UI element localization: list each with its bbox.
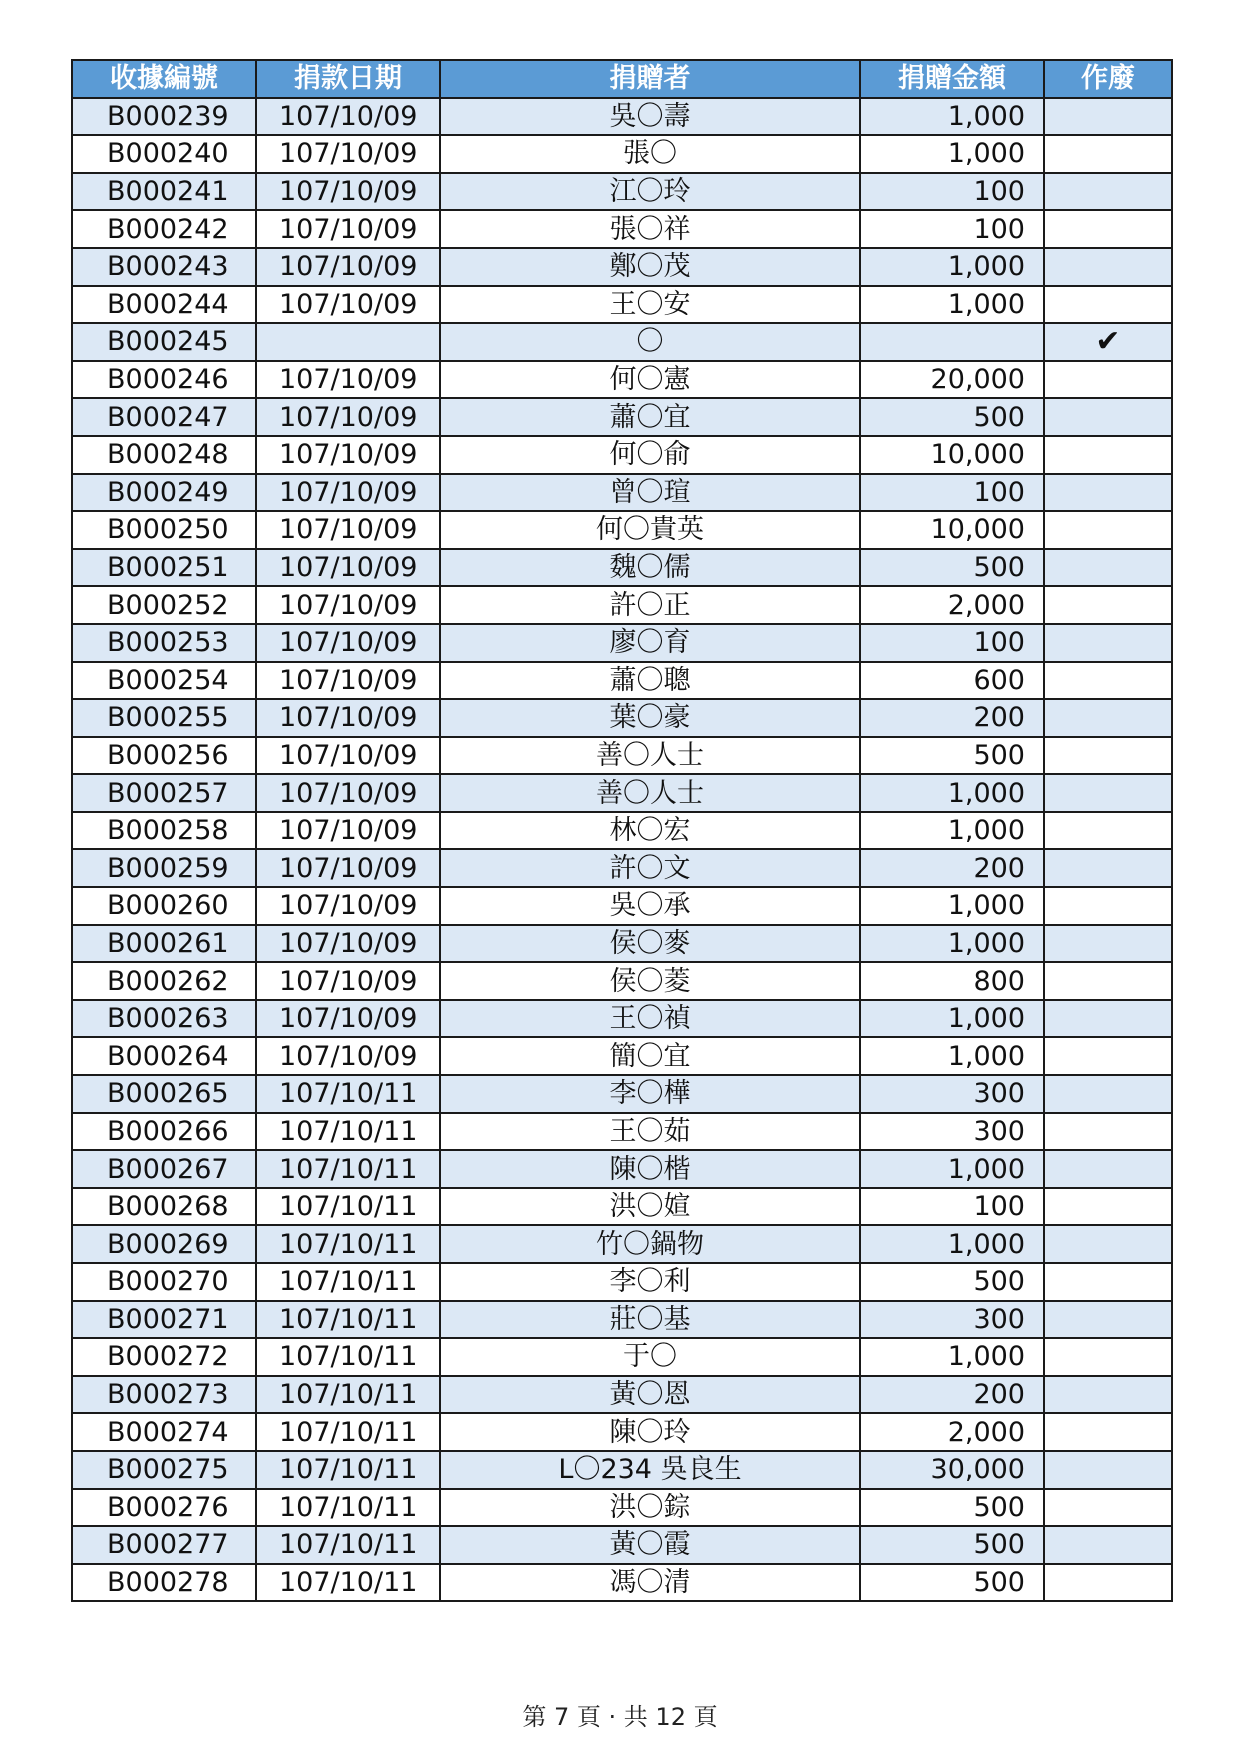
cell-donor: 于〇 (440, 1338, 860, 1376)
cell-void (1044, 1113, 1172, 1151)
cell-amount: 1,000 (860, 1150, 1044, 1188)
table-row (72, 173, 1172, 211)
cell-receipt-no: B000272 (72, 1338, 256, 1376)
cell-receipt-no: B000261 (72, 925, 256, 963)
cell-donor: 蕭〇宜 (440, 398, 860, 436)
cell-amount: 500 (860, 1489, 1044, 1527)
cell-void (1044, 586, 1172, 624)
cell-donor: 李〇利 (440, 1263, 860, 1301)
cell-void (1044, 361, 1172, 399)
cell-amount: 100 (860, 474, 1044, 512)
cell-donation-date: 107/10/09 (256, 135, 440, 173)
cell-donor: 許〇正 (440, 586, 860, 624)
cell-void (1044, 474, 1172, 512)
cell-receipt-no: B000257 (72, 774, 256, 812)
cell-amount: 2,000 (860, 1413, 1044, 1451)
cell-void (1044, 624, 1172, 662)
cell-donation-date: 107/10/11 (256, 1564, 440, 1602)
cell-donation-date: 107/10/09 (256, 511, 440, 549)
cell-void (1044, 1489, 1172, 1527)
table-row (72, 699, 1172, 737)
cell-receipt-no: B000276 (72, 1489, 256, 1527)
cell-donor: 陳〇玲 (440, 1413, 860, 1451)
cell-donor: 魏〇儒 (440, 549, 860, 587)
cell-receipt-no: B000253 (72, 624, 256, 662)
table-row (72, 662, 1172, 700)
cell-donation-date: 107/10/09 (256, 624, 440, 662)
header-amount: 捐贈金額 (860, 60, 1044, 98)
cell-amount: 1,000 (860, 925, 1044, 963)
cell-donor: 葉〇豪 (440, 699, 860, 737)
cell-void (1044, 398, 1172, 436)
cell-donation-date: 107/10/09 (256, 286, 440, 324)
cell-receipt-no: B000264 (72, 1037, 256, 1075)
cell-amount: 1,000 (860, 1037, 1044, 1075)
cell-donation-date: 107/10/11 (256, 1526, 440, 1564)
cell-donor: 廖〇育 (440, 624, 860, 662)
table-row (72, 1451, 1172, 1489)
cell-donor: 何〇俞 (440, 436, 860, 474)
cell-donation-date: 107/10/11 (256, 1338, 440, 1376)
cell-donation-date: 107/10/09 (256, 737, 440, 775)
cell-receipt-no: B000245 (72, 323, 256, 361)
cell-donation-date: 107/10/11 (256, 1301, 440, 1339)
table-row (72, 1113, 1172, 1151)
cell-donation-date: 107/10/11 (256, 1188, 440, 1226)
cell-void (1044, 1526, 1172, 1564)
table-row (72, 1526, 1172, 1564)
cell-void (1044, 1564, 1172, 1602)
cell-receipt-no: B000248 (72, 436, 256, 474)
cell-donation-date: 107/10/09 (256, 812, 440, 850)
table-row (72, 774, 1172, 812)
cell-amount: 300 (860, 1075, 1044, 1113)
table-row (72, 1150, 1172, 1188)
cell-amount: 1,000 (860, 812, 1044, 850)
cell-void (1044, 1150, 1172, 1188)
cell-void (1044, 1263, 1172, 1301)
cell-amount: 20,000 (860, 361, 1044, 399)
header-void: 作廢 (1044, 60, 1172, 98)
table-row (72, 1301, 1172, 1339)
cell-void (1044, 774, 1172, 812)
cell-donor: 侯〇麥 (440, 925, 860, 963)
table-row (72, 361, 1172, 399)
table-row (72, 1188, 1172, 1226)
cell-amount: 1,000 (860, 135, 1044, 173)
cell-receipt-no: B000242 (72, 210, 256, 248)
cell-donation-date: 107/10/09 (256, 210, 440, 248)
cell-amount: 500 (860, 737, 1044, 775)
cell-donation-date: 107/10/09 (256, 1037, 440, 1075)
cell-receipt-no: B000262 (72, 962, 256, 1000)
cell-donor: 黃〇霞 (440, 1526, 860, 1564)
cell-donation-date: 107/10/09 (256, 361, 440, 399)
cell-void (1044, 1338, 1172, 1376)
table-row (72, 323, 1172, 361)
cell-receipt-no: B000273 (72, 1376, 256, 1414)
cell-donor: 侯〇菱 (440, 962, 860, 1000)
cell-donation-date: 107/10/09 (256, 849, 440, 887)
cell-amount: 1,000 (860, 1000, 1044, 1038)
cell-receipt-no: B000244 (72, 286, 256, 324)
cell-void (1044, 1000, 1172, 1038)
cell-receipt-no: B000278 (72, 1564, 256, 1602)
cell-donation-date: 107/10/11 (256, 1075, 440, 1113)
cell-donor: 張〇祥 (440, 210, 860, 248)
cell-receipt-no: B000274 (72, 1413, 256, 1451)
cell-amount: 200 (860, 849, 1044, 887)
cell-donor: 善〇人士 (440, 737, 860, 775)
table-row (72, 812, 1172, 850)
cell-amount: 30,000 (860, 1451, 1044, 1489)
cell-amount: 10,000 (860, 511, 1044, 549)
cell-void (1044, 849, 1172, 887)
cell-receipt-no: B000250 (72, 511, 256, 549)
table-row (72, 436, 1172, 474)
cell-donor: 鄭〇茂 (440, 248, 860, 286)
table-row (72, 135, 1172, 173)
cell-donor: 曾〇瑄 (440, 474, 860, 512)
header-donor: 捐贈者 (440, 60, 860, 98)
cell-amount: 300 (860, 1301, 1044, 1339)
cell-receipt-no: B000240 (72, 135, 256, 173)
cell-donor: 王〇茹 (440, 1113, 860, 1151)
cell-donation-date: 107/10/11 (256, 1263, 440, 1301)
cell-donation-date: 107/10/09 (256, 699, 440, 737)
cell-donation-date: 107/10/11 (256, 1489, 440, 1527)
table-row (72, 586, 1172, 624)
cell-donor: 王〇禎 (440, 1000, 860, 1038)
page-footer: 第 7 頁 · 共 12 頁 (522, 1703, 718, 1731)
cell-receipt-no: B000263 (72, 1000, 256, 1038)
cell-donor: 吳〇壽 (440, 98, 860, 136)
cell-amount: 500 (860, 1263, 1044, 1301)
donation-receipt-table (71, 59, 1173, 1602)
cell-void (1044, 737, 1172, 775)
cell-void (1044, 1075, 1172, 1113)
cell-donor: 洪〇錝 (440, 1489, 860, 1527)
cell-donor: 許〇文 (440, 849, 860, 887)
cell-receipt-no: B000246 (72, 361, 256, 399)
cell-donor: 馮〇清 (440, 1564, 860, 1602)
cell-donor: 洪〇媗 (440, 1188, 860, 1226)
cell-receipt-no: B000270 (72, 1263, 256, 1301)
cell-amount: 1,000 (860, 1338, 1044, 1376)
cell-amount: 1,000 (860, 1225, 1044, 1263)
cell-donation-date: 107/10/11 (256, 1150, 440, 1188)
cell-void (1044, 1188, 1172, 1226)
cell-donation-date: 107/10/11 (256, 1113, 440, 1151)
cell-receipt-no: B000260 (72, 887, 256, 925)
cell-receipt-no: B000251 (72, 549, 256, 587)
cell-amount: 1,000 (860, 98, 1044, 136)
cell-donor: 何〇貴英 (440, 511, 860, 549)
cell-receipt-no: B000254 (72, 662, 256, 700)
cell-void (1044, 925, 1172, 963)
cell-void (1044, 1037, 1172, 1075)
table-row (72, 398, 1172, 436)
cell-void (1044, 1225, 1172, 1263)
cell-receipt-no: B000268 (72, 1188, 256, 1226)
cell-receipt-no: B000255 (72, 699, 256, 737)
cell-donation-date: 107/10/09 (256, 925, 440, 963)
table-header-row (72, 60, 1172, 98)
cell-amount: 500 (860, 549, 1044, 587)
cell-amount: 600 (860, 662, 1044, 700)
cell-void (1044, 248, 1172, 286)
table-row (72, 286, 1172, 324)
cell-amount: 800 (860, 962, 1044, 1000)
cell-donor: 林〇宏 (440, 812, 860, 850)
cell-donor: 蕭〇聰 (440, 662, 860, 700)
cell-void (1044, 662, 1172, 700)
cell-donor: 王〇安 (440, 286, 860, 324)
cell-void (1044, 98, 1172, 136)
table-row (72, 925, 1172, 963)
cell-receipt-no: B000267 (72, 1150, 256, 1188)
cell-receipt-no: B000271 (72, 1301, 256, 1339)
cell-amount: 500 (860, 1564, 1044, 1602)
cell-void (1044, 135, 1172, 173)
cell-donation-date: 107/10/09 (256, 474, 440, 512)
table-row (72, 1000, 1172, 1038)
cell-void: ✔ (1044, 323, 1172, 361)
cell-donor: 〇 (440, 323, 860, 361)
cell-receipt-no: B000241 (72, 173, 256, 211)
cell-amount: 100 (860, 210, 1044, 248)
table-row (72, 1037, 1172, 1075)
cell-amount: 1,000 (860, 887, 1044, 925)
cell-donation-date (256, 323, 440, 361)
cell-donation-date: 107/10/09 (256, 662, 440, 700)
donation-receipt-table-container (71, 59, 1171, 1602)
cell-donor: 簡〇宜 (440, 1037, 860, 1075)
cell-donation-date: 107/10/09 (256, 774, 440, 812)
cell-void (1044, 1413, 1172, 1451)
table-row (72, 737, 1172, 775)
table-row (72, 1564, 1172, 1602)
cell-donation-date: 107/10/11 (256, 1451, 440, 1489)
cell-donation-date: 107/10/09 (256, 586, 440, 624)
cell-amount: 100 (860, 173, 1044, 211)
cell-donation-date: 107/10/09 (256, 549, 440, 587)
cell-receipt-no: B000266 (72, 1113, 256, 1151)
table-row (72, 1338, 1172, 1376)
cell-donor: 黃〇恩 (440, 1376, 860, 1414)
cell-amount (860, 323, 1044, 361)
cell-donation-date: 107/10/09 (256, 248, 440, 286)
table-row (72, 248, 1172, 286)
cell-void (1044, 436, 1172, 474)
cell-donation-date: 107/10/09 (256, 887, 440, 925)
cell-void (1044, 887, 1172, 925)
cell-receipt-no: B000243 (72, 248, 256, 286)
table-row (72, 1225, 1172, 1263)
cell-receipt-no: B000265 (72, 1075, 256, 1113)
cell-donor: 善〇人士 (440, 774, 860, 812)
cell-amount: 2,000 (860, 586, 1044, 624)
table-row (72, 1413, 1172, 1451)
table-row (72, 624, 1172, 662)
table-row (72, 849, 1172, 887)
cell-donation-date: 107/10/09 (256, 398, 440, 436)
cell-receipt-no: B000252 (72, 586, 256, 624)
cell-amount: 500 (860, 1526, 1044, 1564)
cell-donor: L〇234 吳良生 (440, 1451, 860, 1489)
table-row (72, 1263, 1172, 1301)
cell-receipt-no: B000239 (72, 98, 256, 136)
table-row (72, 549, 1172, 587)
cell-receipt-no: B000275 (72, 1451, 256, 1489)
table-row (72, 1075, 1172, 1113)
cell-donation-date: 107/10/09 (256, 98, 440, 136)
table-row (72, 98, 1172, 136)
cell-receipt-no: B000277 (72, 1526, 256, 1564)
cell-donor: 李〇樺 (440, 1075, 860, 1113)
cell-void (1044, 286, 1172, 324)
cell-amount: 300 (860, 1113, 1044, 1151)
table-row (72, 474, 1172, 512)
cell-void (1044, 699, 1172, 737)
cell-donor: 江〇玲 (440, 173, 860, 211)
cell-amount: 1,000 (860, 774, 1044, 812)
table-row (72, 962, 1172, 1000)
cell-receipt-no: B000269 (72, 1225, 256, 1263)
cell-void (1044, 1376, 1172, 1414)
cell-receipt-no: B000249 (72, 474, 256, 512)
cell-donation-date: 107/10/09 (256, 962, 440, 1000)
cell-receipt-no: B000258 (72, 812, 256, 850)
cell-void (1044, 812, 1172, 850)
table-row (72, 210, 1172, 248)
cell-void (1044, 173, 1172, 211)
cell-amount: 200 (860, 1376, 1044, 1414)
cell-donor: 何〇憲 (440, 361, 860, 399)
cell-donor: 吳〇承 (440, 887, 860, 925)
cell-donation-date: 107/10/11 (256, 1376, 440, 1414)
cell-amount: 10,000 (860, 436, 1044, 474)
table-row (72, 1489, 1172, 1527)
table-row (72, 887, 1172, 925)
cell-amount: 100 (860, 624, 1044, 662)
cell-donor: 莊〇基 (440, 1301, 860, 1339)
cell-void (1044, 962, 1172, 1000)
cell-donation-date: 107/10/09 (256, 436, 440, 474)
cell-void (1044, 1451, 1172, 1489)
cell-void (1044, 511, 1172, 549)
cell-amount: 500 (860, 398, 1044, 436)
cell-receipt-no: B000259 (72, 849, 256, 887)
cell-receipt-no: B000256 (72, 737, 256, 775)
cell-void (1044, 549, 1172, 587)
header-donation-date: 捐款日期 (256, 60, 440, 98)
header-receipt-no: 收據編號 (72, 60, 256, 98)
cell-donation-date: 107/10/09 (256, 1000, 440, 1038)
cell-amount: 100 (860, 1188, 1044, 1226)
cell-donor: 張〇 (440, 135, 860, 173)
cell-receipt-no: B000247 (72, 398, 256, 436)
cell-donor: 陳〇楷 (440, 1150, 860, 1188)
cell-amount: 200 (860, 699, 1044, 737)
cell-donation-date: 107/10/11 (256, 1413, 440, 1451)
cell-donation-date: 107/10/09 (256, 173, 440, 211)
cell-donor: 竹〇鍋物 (440, 1225, 860, 1263)
cell-void (1044, 1301, 1172, 1339)
table-body (72, 98, 1172, 1602)
cell-donation-date: 107/10/11 (256, 1225, 440, 1263)
cell-void (1044, 210, 1172, 248)
table-row (72, 1376, 1172, 1414)
table-row (72, 511, 1172, 549)
cell-amount: 1,000 (860, 286, 1044, 324)
cell-amount: 1,000 (860, 248, 1044, 286)
